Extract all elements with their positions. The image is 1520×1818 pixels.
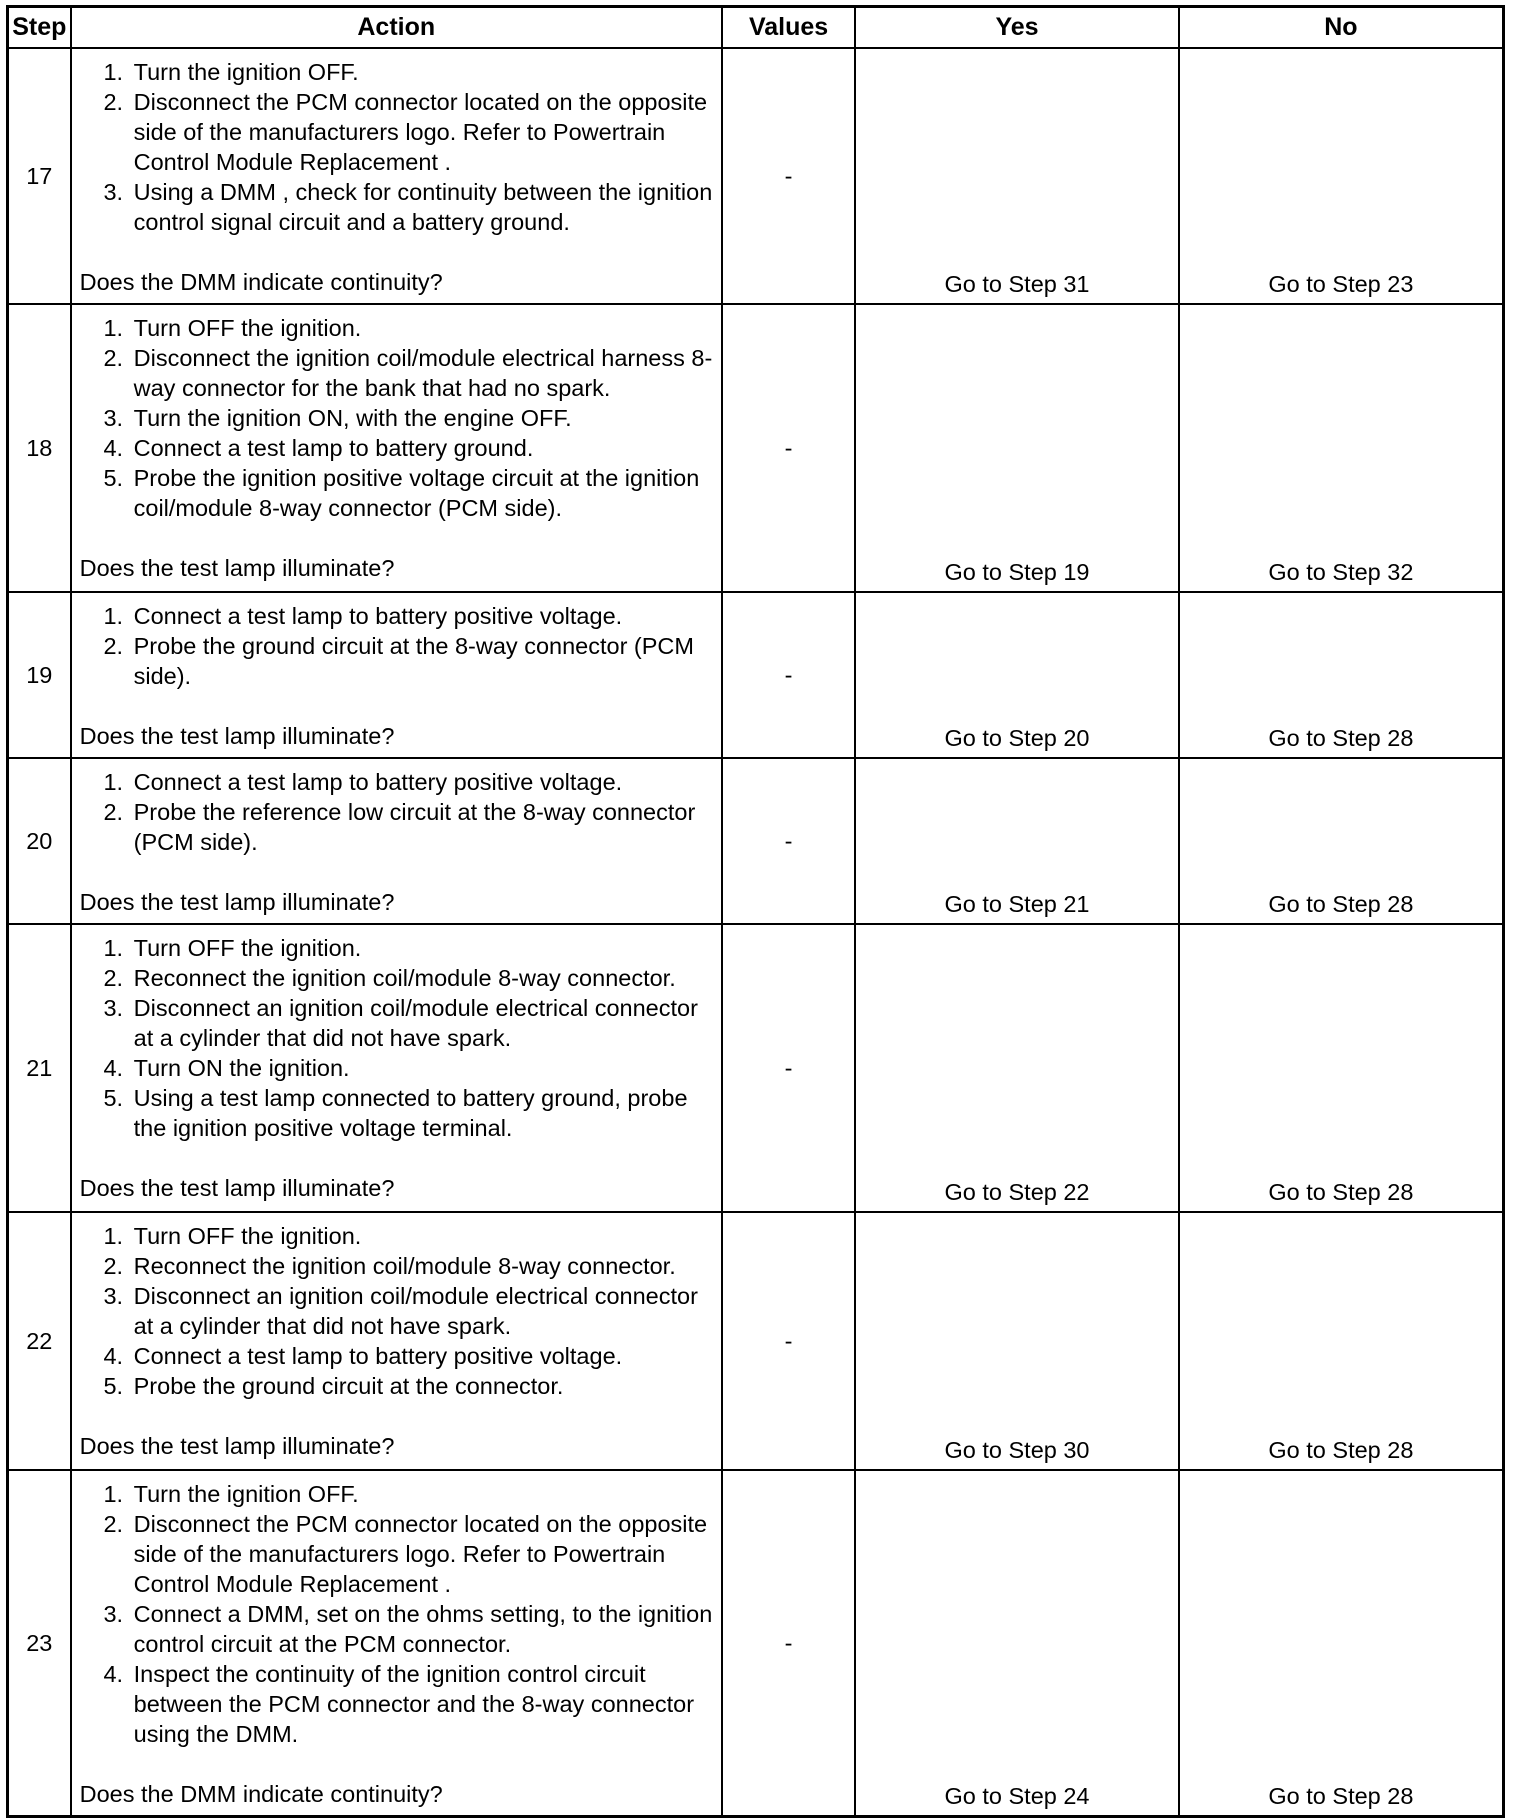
table-row: [8, 48, 1504, 304]
action-question: Does the test lamp illuminate?: [79, 723, 395, 749]
step-number: 22: [8, 1212, 71, 1470]
action-item: 1. Connect a test lamp to battery positive voltage.: [130, 767, 715, 797]
action-item: 3. Turn the ignition ON, with the engine OFF.: [130, 403, 715, 433]
values-cell: -: [722, 304, 855, 592]
header-row: [8, 7, 1504, 49]
action-item: 2. Disconnect the ignition coil/module electrical harness 8-way connector for the bank that had no spark.: [130, 343, 715, 403]
action-question: Does the DMM indicate continuity?: [79, 1781, 443, 1807]
action-item: 3. Disconnect an ignition coil/module electrical connector at a cylinder that did not have spark.: [130, 993, 715, 1053]
action-question: Does the test lamp illuminate?: [79, 1175, 395, 1201]
action-cell: [71, 1470, 722, 1817]
action-cell: [71, 758, 722, 924]
action-item: 2. Disconnect the PCM connector located on the opposite side of the manufacturers logo. Refer to Powertrain Control Module Replacement .: [130, 87, 715, 177]
diagnostic-table: [6, 5, 1505, 1818]
no-result: Go to Step 23: [1179, 48, 1504, 304]
action-cell: [71, 48, 722, 304]
action-item: 2. Probe the reference low circuit at the 8-way connector (PCM side).: [130, 797, 715, 857]
action-item: 1. Turn OFF the ignition.: [130, 933, 715, 963]
action-item: 1. Turn OFF the ignition.: [130, 313, 715, 343]
action-list: [80, 601, 715, 691]
yes-result: Go to Step 19: [855, 304, 1179, 592]
no-result: Go to Step 32: [1179, 304, 1504, 592]
yes-result: Go to Step 22: [855, 924, 1179, 1212]
action-question: Does the test lamp illuminate?: [79, 555, 395, 581]
header-step: Step: [8, 7, 71, 49]
action-item: 5. Probe the ignition positive voltage circuit at the ignition coil/module 8-way connector (PCM side).: [130, 463, 715, 523]
no-result: Go to Step 28: [1179, 592, 1504, 758]
header-values: Values: [722, 7, 855, 49]
values-cell: -: [722, 758, 855, 924]
yes-result: Go to Step 30: [855, 1212, 1179, 1470]
step-number: 17: [8, 48, 71, 304]
action-item: 5. Probe the ground circuit at the connector.: [130, 1371, 715, 1401]
step-number: 18: [8, 304, 71, 592]
action-item: 1. Turn the ignition OFF.: [130, 57, 715, 87]
action-item: 2. Reconnect the ignition coil/module 8-way connector.: [130, 1251, 715, 1281]
action-item: 2. Disconnect the PCM connector located on the opposite side of the manufacturers logo. Refer to Powertrain Control Module Replacement .: [130, 1509, 715, 1599]
action-item: 4. Connect a test lamp to battery ground.: [130, 433, 715, 463]
action-item: 4. Connect a test lamp to battery positive voltage.: [130, 1341, 715, 1371]
header-yes: Yes: [855, 7, 1179, 49]
no-result: Go to Step 28: [1179, 758, 1504, 924]
no-result: Go to Step 28: [1179, 1212, 1504, 1470]
action-item: 1. Turn the ignition OFF.: [130, 1479, 715, 1509]
action-item: 1. Connect a test lamp to battery positive voltage.: [130, 601, 715, 631]
table-body: [8, 48, 1504, 1817]
yes-result: Go to Step 31: [855, 48, 1179, 304]
action-list: [80, 767, 715, 857]
values-cell: -: [722, 1212, 855, 1470]
step-number: 20: [8, 758, 71, 924]
values-cell: -: [722, 1470, 855, 1817]
action-cell: [71, 924, 722, 1212]
action-list: [80, 933, 715, 1143]
table-row: [8, 924, 1504, 1212]
values-cell: -: [722, 48, 855, 304]
action-item: 2. Probe the ground circuit at the 8-way connector (PCM side).: [130, 631, 715, 691]
table-row: [8, 758, 1504, 924]
values-cell: -: [722, 592, 855, 758]
yes-result: Go to Step 21: [855, 758, 1179, 924]
action-cell: [71, 592, 722, 758]
header-no: No: [1179, 7, 1504, 49]
action-cell: [71, 304, 722, 592]
table-row: [8, 1212, 1504, 1470]
header-action: Action: [71, 7, 722, 49]
table-row: [8, 1470, 1504, 1817]
step-number: 23: [8, 1470, 71, 1817]
no-result: Go to Step 28: [1179, 1470, 1504, 1817]
no-result: Go to Step 28: [1179, 924, 1504, 1212]
action-item: 5. Using a test lamp connected to battery ground, probe the ignition positive voltage terminal.: [130, 1083, 715, 1143]
action-list: [80, 1479, 715, 1749]
action-item: 3. Disconnect an ignition coil/module electrical connector at a cylinder that did not have spark.: [130, 1281, 715, 1341]
table-row: [8, 592, 1504, 758]
action-cell: [71, 1212, 722, 1470]
table-row: [8, 304, 1504, 592]
action-item: 2. Reconnect the ignition coil/module 8-way connector.: [130, 963, 715, 993]
action-question: Does the test lamp illuminate?: [79, 1433, 395, 1459]
values-cell: -: [722, 924, 855, 1212]
action-item: 3. Connect a DMM, set on the ohms setting, to the ignition control circuit at the PCM connector.: [130, 1599, 715, 1659]
action-list: [80, 313, 715, 523]
action-item: 4. Inspect the continuity of the ignition control circuit between the PCM connector and the 8-way connector using the DMM.: [130, 1659, 715, 1749]
step-number: 19: [8, 592, 71, 758]
step-number: 21: [8, 924, 71, 1212]
action-item: 1. Turn OFF the ignition.: [130, 1221, 715, 1251]
yes-result: Go to Step 24: [855, 1470, 1179, 1817]
action-item: 3. Using a DMM , check for continuity between the ignition control signal circuit and a battery ground.: [130, 177, 715, 237]
action-question: Does the DMM indicate continuity?: [79, 269, 443, 295]
yes-result: Go to Step 20: [855, 592, 1179, 758]
action-item: 4. Turn ON the ignition.: [130, 1053, 715, 1083]
action-list: [80, 1221, 715, 1401]
action-list: [80, 57, 715, 237]
action-question: Does the test lamp illuminate?: [79, 889, 395, 915]
